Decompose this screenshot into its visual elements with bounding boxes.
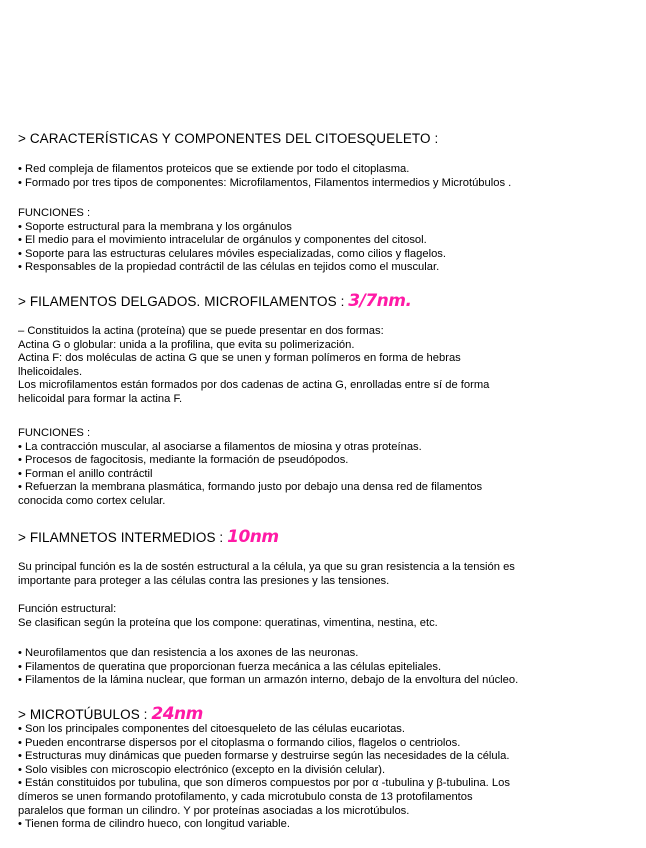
list-item: • Red compleja de filamentos proteicos que se extiende por todo el citoplasma. <box>18 163 410 175</box>
intermedios-funcion <box>18 603 633 630</box>
intermedios-paragraph <box>18 561 633 588</box>
list-item: • Soporte para las estructuras celulares móviles especializadas, como cilios y flagelos. <box>18 247 446 260</box>
microfilamentos-funciones <box>18 427 633 509</box>
list-item: • Refuerzan la membrana plasmática, formando justo por debajo una densa red de filamentos <box>18 481 483 494</box>
list-item: • Responsables de la propiedad contráctil de las células en tejidos como el muscular. <box>18 261 440 274</box>
text-line: paralelos que forman un cilindro. Y por proteínas asociadas a los microtúbulos. <box>18 804 410 817</box>
list-item: • Tienen forma de cilindro hueco, con longitud variable. <box>18 818 290 831</box>
text-line: lhelicoidales. <box>18 365 83 378</box>
handwritten-size-note: 10nm <box>227 527 279 547</box>
list-item: • Pueden encontrarse dispersos por el citoplasma o formando cilios, flagelos o centriolos. <box>18 736 461 749</box>
caracteristicas-funciones <box>18 207 633 275</box>
list-item: • Procesos de fagocitosis, mediante la formación de pseudópodos. <box>18 454 349 467</box>
text-line: dímeros se unen formando protofilamento, y cada microtubulo consta de 13 protofilamentos <box>18 790 473 803</box>
funcion-title: Función estructural: <box>18 603 117 615</box>
text-line: – Constituidos la actina (proteína) que se puede presentar en dos formas: <box>18 325 384 337</box>
heading-text: > FILAMENTOS DELGADOS. MICROFILAMENTOS : <box>18 294 345 309</box>
list-item: conocida como cortex celular. <box>18 494 166 507</box>
text-line: helicoidal para formar la actina F. <box>18 392 183 405</box>
heading-microtubulos <box>18 704 203 724</box>
list-item: • Soporte estructural para la membrana y los orgánulos <box>18 220 292 233</box>
list-item: • Estructuras muy dinámicas que pueden formarse y destruirse según las necesidades de la célula. <box>18 750 510 763</box>
list-item: • Solo visibles con microscopio electrónico (excepto en la división celular). <box>18 763 386 776</box>
heading-text: > MICROTÚBULOS : <box>18 707 148 722</box>
handwritten-size-note: 3/7nm. <box>348 291 412 311</box>
microtubulos-bullets <box>18 723 633 832</box>
list-item: • Neurofilamentos que dan resistencia a los axones de las neuronas. <box>18 647 359 659</box>
funciones-title: FUNCIONES : <box>18 207 91 219</box>
microfilamentos-paragraph <box>18 325 633 407</box>
heading-text: > FILAMNETOS INTERMEDIOS : <box>18 530 224 545</box>
text-line: Actina G o globular: unida a la profilina, que evita su polimerización. <box>18 338 355 351</box>
text-line: importante para proteger a las células contra las presiones y las tensiones. <box>18 574 390 587</box>
heading-caracteristicas: > CARACTERÍSTICAS Y COMPONENTES DEL CITOESQUELETO : <box>18 131 439 146</box>
text-line: Se clasifican según la proteína que los compone: queratinas, vimentina, nestina, etc. <box>18 616 438 629</box>
list-item: • Son los principales componentes del citoesqueleto de las células eucariotas. <box>18 723 406 735</box>
list-item: • Forman el anillo contráctil <box>18 467 153 480</box>
list-item: • Formado por tres tipos de componentes: Microfilamentos, Filamentos intermedios y Microtúbulos . <box>18 176 512 189</box>
list-item: • Filamentos de la lámina nuclear, que forman un armazón interno, debajo de la envoltura del núcleo. <box>18 674 519 687</box>
list-item: • El medio para el movimiento intracelular de orgánulos y componentes del citosol. <box>18 234 427 247</box>
text-line: Su principal función es la de sostén estructural a la célula, ya que su gran resistencia a la tensión es <box>18 561 515 573</box>
intermedios-bullets <box>18 647 633 688</box>
caracteristicas-bullets <box>18 163 633 190</box>
handwritten-size-note: 24nm <box>151 704 203 724</box>
list-item: • Filamentos de queratina que proporcionan fuerza mecánica a las células epiteliales. <box>18 660 442 673</box>
text-line: Los microfilamentos están formados por dos cadenas de actina G, enrolladas entre sí de forma <box>18 379 490 392</box>
heading-intermedios <box>18 527 279 547</box>
list-item: • Están constituidos por tubulina, que son dímeros compuestos por por α -tubulina y β-tubulina. Los <box>18 777 510 790</box>
text-line: Actina F: dos moléculas de actina G que se unen y forman polímeros en forma de hebras <box>18 352 461 365</box>
funciones-title: FUNCIONES : <box>18 427 91 439</box>
list-item: • La contracción muscular, al asociarse a filamentos de miosina y otras proteínas. <box>18 440 422 453</box>
heading-microfilamentos <box>18 291 411 311</box>
